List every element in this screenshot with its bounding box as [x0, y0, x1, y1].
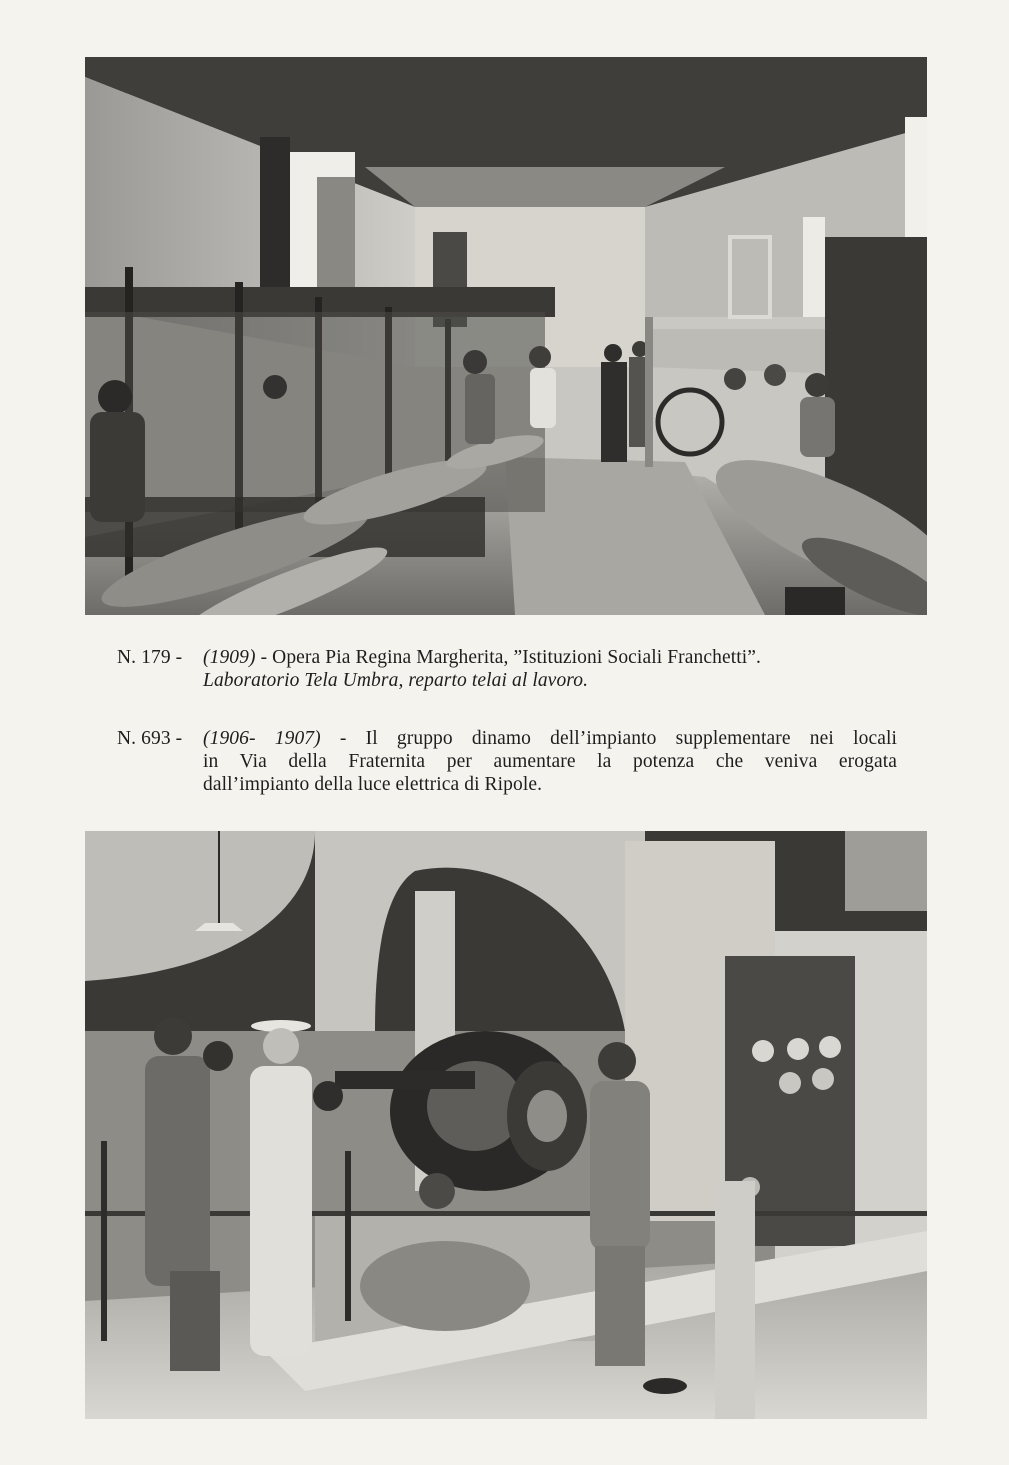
caption-179	[117, 646, 897, 692]
caption-line-2: in Via della Fraternita per aumentare la potenza che veniva erogata	[203, 751, 897, 772]
caption-text: - Il gruppo dinamo dell’impianto supplementare nei locali	[320, 728, 897, 749]
caption-subtitle: Laboratorio Tela Umbra, reparto telai al lavoro.	[203, 670, 589, 691]
dynamo-group-image	[85, 831, 927, 1419]
caption-number: N. 693 -	[117, 728, 183, 749]
weaving-laboratory-image	[85, 57, 927, 615]
caption-line-3: dall’impianto della luce elettrica di Ripole.	[203, 774, 543, 795]
caption-number: N. 179 -	[117, 647, 183, 668]
caption-year: (1906- 1907)	[203, 728, 321, 749]
photo-dynamo-group	[85, 831, 927, 1419]
caption-year: (1909)	[203, 647, 256, 668]
photo-weaving-laboratory	[85, 57, 927, 615]
caption-693	[117, 727, 897, 796]
caption-text: - Opera Pia Regina Margherita, ”Istituzioni Sociali Franchetti”.	[255, 647, 761, 668]
